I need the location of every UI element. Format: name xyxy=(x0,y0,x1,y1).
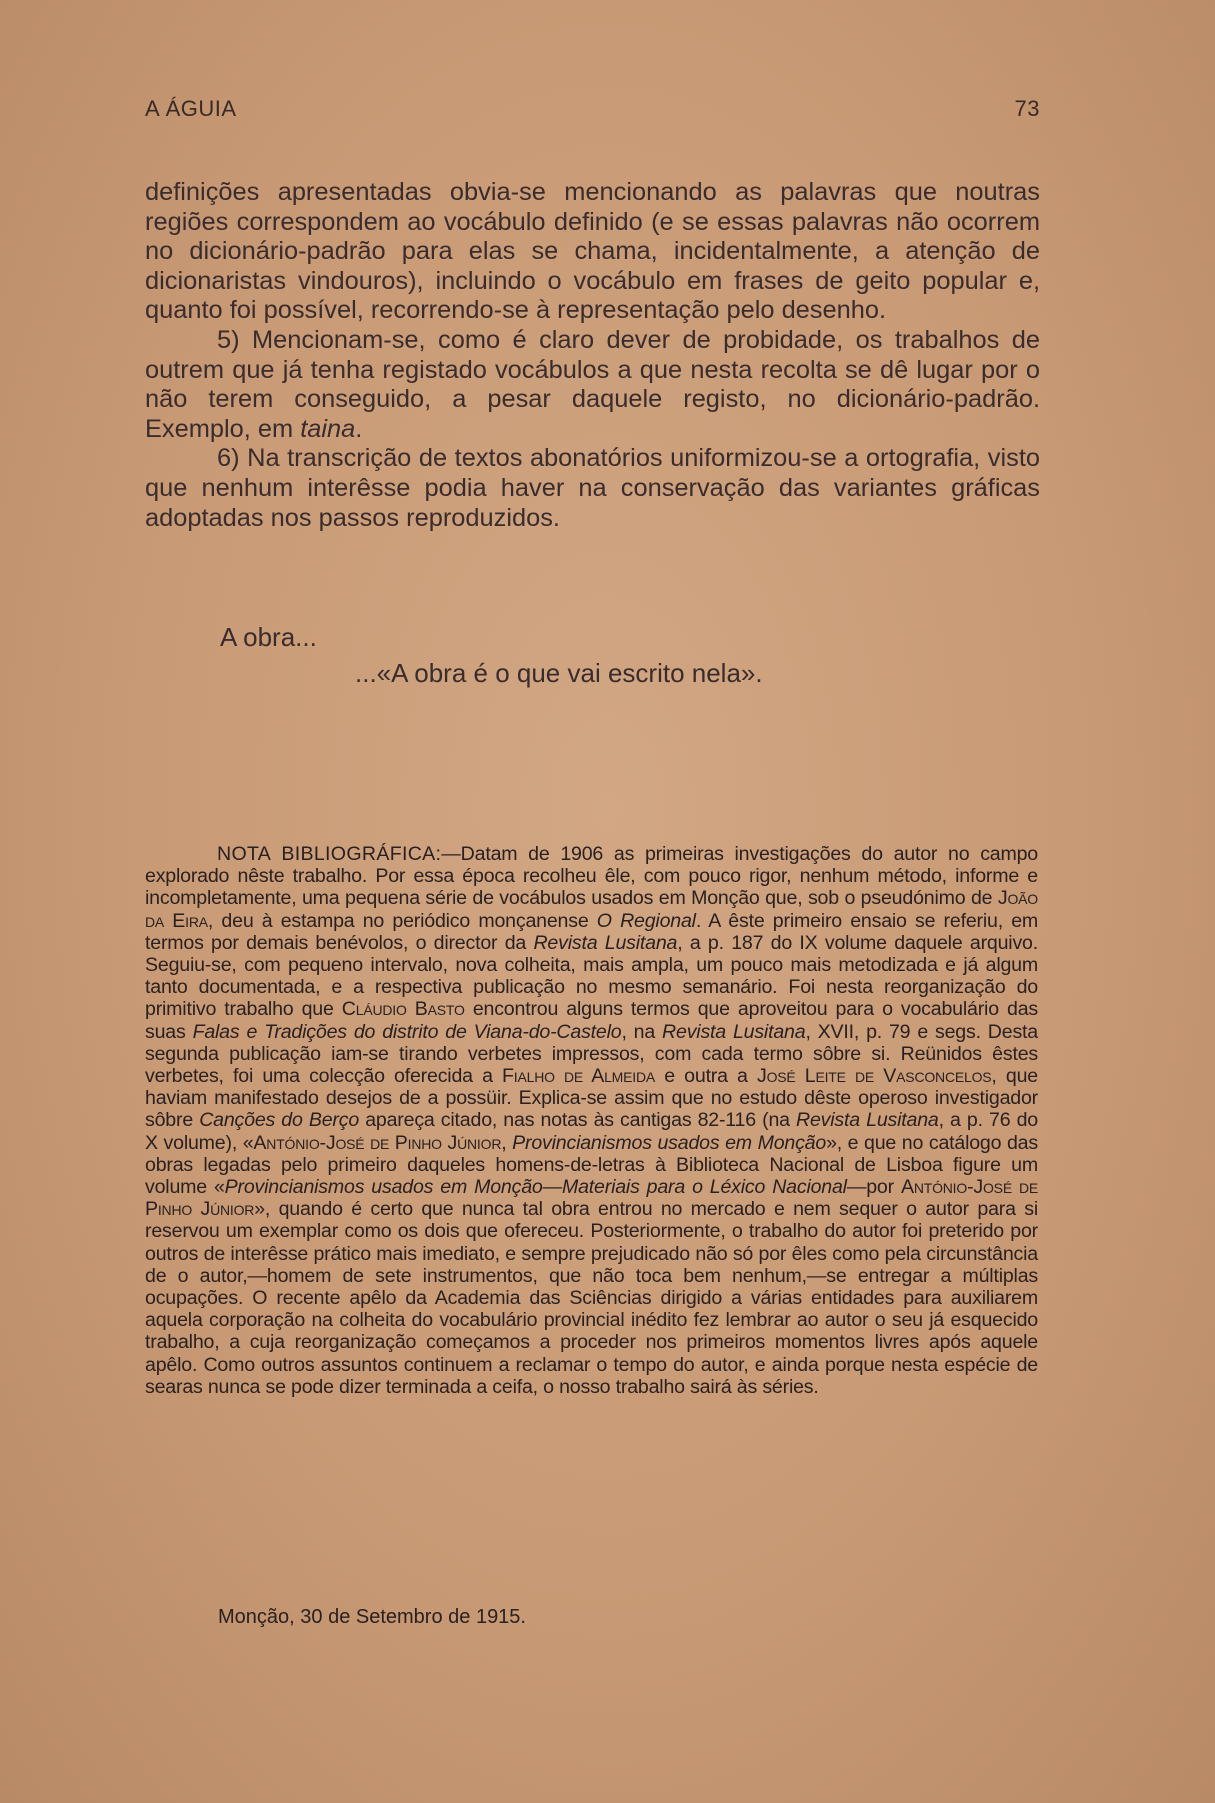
note-italic-title: Provincianismos usados em Monção xyxy=(512,1131,827,1154)
note-text: , a p. 187 do IX volume daquele arquivo. Seguiu-se, com pequeno intervalo, nova colheita, mais ampla, um pouco mais metodizada e já algum tanto documentada, e a respectiva publicação no mesmo semanário. Foi nesta reorganização do primitivo trabalho que xyxy=(145,931,1038,1021)
note-text: —Datam de 1906 as primeiras investigações do autor no campo explorado nêste trabalho. Por essa época recolheu êle, com pouco rigor, nenhum método, informe e incompletamente, uma pequena série de vocábulos usados em Monção que, sob o pseudónimo de xyxy=(145,843,1039,910)
paragraph-continuation: definições apresentadas obvia-se mencionando as palavras que noutras regiões correspondem ao vocábulo definido (e se essas palavras não ocorrem no dicionário-padrão para elas se chama, incidentalmente, a atenção de dicionaristas vindouros), incluindo o vocábulo em frases de geito popular e, quanto foi possível, recorrendo-se à representação pelo desenho. xyxy=(145,178,1040,325)
note-italic-title: Provincianismos usados em Monção—Materiais para o Léxico Nacional xyxy=(224,1176,847,1199)
note-italic-title: Revista Lusitana xyxy=(796,1109,939,1132)
note-text: encontrou alguns termos que aproveitou para o vocabulário das suas xyxy=(145,998,1038,1043)
epigraph xyxy=(220,619,1020,691)
note-italic-title: Falas e Tradições do distrito de Viana-do-Castelo xyxy=(192,1020,622,1043)
bibliographic-note xyxy=(145,843,1038,1398)
note-italic-title: O Regional xyxy=(596,909,696,932)
note-text: , XVII, p. 79 e segs. Desta segunda publicação iam-se tirando verbetes impressos, com cada termo sôbre si. Reünidos êstes verbetes, foi uma colecção oferecida a xyxy=(145,1020,1038,1088)
note-author-name: Cláudio Basto xyxy=(341,998,465,1021)
note-author-name: Fialho de Almeida xyxy=(502,1065,656,1088)
note-text: apareça citado, nas notas às cantigas 82-116 (na xyxy=(359,1109,797,1132)
journal-title: A ÁGUIA xyxy=(145,96,237,121)
note-text: —por xyxy=(846,1176,901,1199)
running-head xyxy=(145,96,1040,122)
paragraph-item-6: 6) Na transcrição de textos abonatórios uniformizou-se a ortografia, visto que nenhum interêsse podia haver na conservação das variantes gráficas adoptadas nos passos reproduzidos. xyxy=(145,444,1040,532)
epigraph-line-2: ...«A obra é o que vai escrito nela». xyxy=(355,658,763,688)
page-number: 73 xyxy=(1014,96,1040,121)
paragraph-item-5-text: 5) Mencionam-se, como é claro dever de probidade, os trabalhos de outrem que já tenha registado vocábulos a que nesta recolta se dê lugar por o não terem conseguido, a pesar daquele registo, no dicionário-padrão. Exemplo, em xyxy=(145,325,1040,443)
note-text: , que haviam manifestado desejos de a possüir. Explica-se assim que no estudo dêste operoso investigador sôbre xyxy=(145,1065,1038,1132)
paragraph-item-5-end: . xyxy=(355,414,363,443)
paragraph-item-5 xyxy=(145,326,1040,444)
note-italic-title: Revista Lusitana xyxy=(533,931,678,954)
note-author-name: João da Eira xyxy=(145,887,1038,932)
note-italic-title: Canções do Berço xyxy=(199,1109,360,1132)
note-text: », quando é certo que nunca tal obra entrou no mercado e nem sequer o autor para si reservou um exemplar como os dois que ofereceu. Posteriormente, o trabalho do autor foi preterido por outros de interêsse prático mais imediato, e sempre prejudicado não só por êles como pela circunstância de o autor,—homem de sete instrumentos, que não toca bem nenhum,—se entregar a múltiplas ocupações. O recente apêlo da Academia das Sciências dirigido a várias entidades para auxiliarem aquela corporação na colheita do vocabulário provincial inédito fez lembrar ao autor o seu já esquecido trabalho, a cuja reorganização começamos a proceder nos primeiros momentos livres após aquele apêlo. Como outros assuntos continuem a reclamar o tempo do autor, e ainda porque nesta espécie de searas nunca se pode dizer terminada a ceifa, o nosso trabalho sairá às séries. xyxy=(145,1198,1038,1398)
note-text: , na xyxy=(621,1020,663,1043)
bibliographic-note-paragraph xyxy=(145,843,1038,1398)
body-text xyxy=(145,178,1040,533)
note-text: . A êste primeiro ensaio se referiu, em termos por demais benévolos, o director da xyxy=(145,909,1039,954)
note-author-name: António-José de Pinho Júnior xyxy=(253,1131,502,1154)
dateline: Monção, 30 de Setembro de 1915. xyxy=(218,1606,526,1628)
note-text: , a p. 76 do X volume), « xyxy=(145,1109,1038,1154)
note-text: , deu à estampa no periódico monçanense xyxy=(207,909,597,932)
note-text: , xyxy=(501,1131,513,1154)
example-word: taina xyxy=(300,414,356,443)
note-italic-title: Revista Lusitana xyxy=(662,1020,806,1043)
note-text: », e que no catálogo das obras legadas pelo primeiro daqueles homens-de-letras à Biblioteca Nacional de Lisboa figure um volume « xyxy=(145,1131,1038,1199)
note-heading: NOTA BIBLIOGRÁFICA: xyxy=(217,843,442,865)
epigraph-line-1: A obra... xyxy=(220,622,317,652)
note-author-name: António-José de Pinho Júnior xyxy=(145,1176,1038,1221)
note-author-name: José Leite de Vasconcelos xyxy=(756,1065,992,1088)
note-text: e outra a xyxy=(655,1065,757,1088)
